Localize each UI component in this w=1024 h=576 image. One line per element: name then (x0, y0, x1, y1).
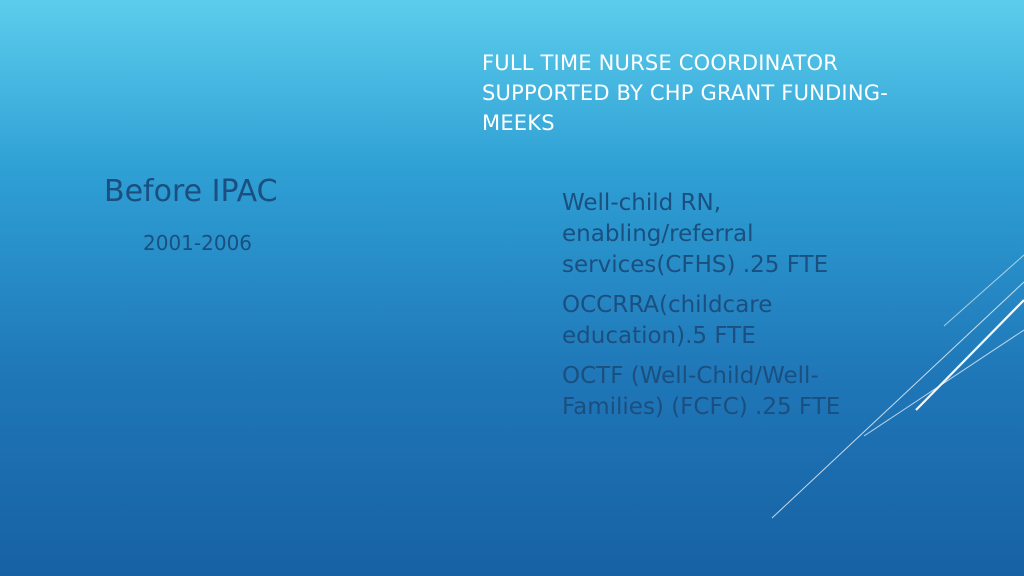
list-item: Well-child RN, enabling/referral services(CFHS) .25 FTE (562, 190, 829, 278)
decor-line (916, 300, 1024, 410)
list-item: OCTF (Well-Child/Well-Families) (FCFC) .25 FTE (562, 363, 841, 420)
slide-title: FULL TIME NURSE COORDINATOR SUPPORTED BY CHP GRANT FUNDING-MEEKS (482, 51, 888, 135)
decor-line (772, 282, 1024, 518)
left-subheading: 2001-2006 (143, 231, 253, 255)
left-heading: Before IPAC (104, 174, 278, 209)
decor-line (944, 255, 1024, 326)
decor-line (864, 330, 1024, 436)
list-item: OCCRRA(childcare education).5 FTE (562, 292, 773, 349)
